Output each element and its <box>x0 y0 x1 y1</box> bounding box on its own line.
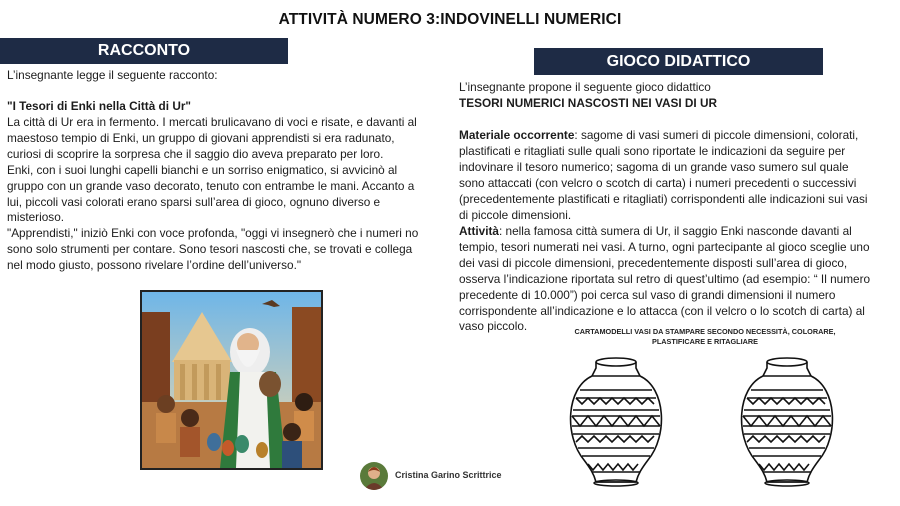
attivita-label: Attività <box>459 224 499 238</box>
attivita-line: precedente di 10.000”) poi cerca sul vaso di grandi dimensioni il numero <box>459 287 836 302</box>
materiale-text: : sagome di vasi sumeri di piccole dimensioni, colorati, <box>574 128 859 142</box>
vasi-caption <box>540 327 870 347</box>
author-avatar-icon <box>360 462 388 490</box>
gioco-intro: L’insegnante propone il seguente gioco didattico <box>459 80 711 94</box>
attivita-line: corrispondente all’indicazione e lo attacca (con il velcro o lo scotch di carta) al <box>459 303 865 318</box>
story-line: "Apprendisti," iniziò Enki con voce profonda, "oggi vi insegnerò che i numeri no <box>7 226 419 241</box>
sumerian-vase-icon <box>737 356 837 489</box>
attivita-line: tempio, tesori numerati nei vasi. A turno, ogni partecipante al gioco sceglie uno <box>459 239 870 254</box>
story-line: gruppo con un grande vaso decorato, tenuto con entrambe le mani. Accanto a <box>7 178 415 193</box>
attivita-line: osserva l’indicazione riportata sul retro di quest’ultimo (ad esempio: “ Il numero <box>459 271 871 286</box>
attivita-paragraph <box>459 224 899 335</box>
story-line: maestoso tempio di Enki, un gruppo di giovani apprendisti si era radunato, <box>7 130 395 145</box>
gioco-heading: GIOCO DIDATTICO <box>534 48 823 75</box>
story-line: sono solo strumenti per contare. Sono tesori nascosti che, se trovati e collega <box>7 242 413 257</box>
materiale-line: di piccole dimensioni. <box>459 207 572 222</box>
racconto-intro: L’insegnante legge il seguente racconto: <box>7 68 218 82</box>
story-line: Enki, con i suoi lunghi capelli bianchi e un sorriso enigmatico, si avvicinò al <box>7 162 398 177</box>
story-line: lui, piccoli vasi colorati erano sparsi sull’area di gioco, ognuno diverso e <box>7 194 381 209</box>
vasi-caption-line: CARTAMODELLI VASI DA STAMPARE SECONDO NECESSITÀ, COLORARE, <box>574 327 836 336</box>
attivita-line <box>459 224 899 240</box>
story-line: curiosi di scoprire la sorpresa che il saggio dio aveva preparato per loro. <box>7 146 384 161</box>
materiale-paragraph <box>459 128 899 223</box>
author-credit: Cristina Garino Scrittrice <box>395 470 502 480</box>
attivita-line: dei vasi di piccole dimensioni, precedentemente disposti sull’area di gioco, <box>459 255 848 270</box>
page-title: ATTIVITÀ NUMERO 3:INDOVINELLI NUMERICI <box>278 11 622 28</box>
story-line: misterioso. <box>7 210 65 225</box>
story-title: "I Tesori di Enki nella Città di Ur" <box>7 99 192 113</box>
enki-illustration <box>140 290 323 470</box>
attivita-line: vaso piccolo. <box>459 319 528 334</box>
materiale-line: indovinare il tesoro numerico; sagoma di un grande vaso sumero sul quale <box>459 159 849 174</box>
materiale-line: sono attaccati (con velcro o scotch di carta) i numeri precedenti o successivi <box>459 175 857 190</box>
vasi-caption-line: PLASTIFICARE E RITAGLIARE <box>651 337 759 346</box>
sumerian-vase-icon <box>566 356 666 489</box>
materiale-line <box>459 128 899 144</box>
story-body <box>7 115 443 274</box>
attivita-text: : nella famosa città sumera di Ur, il saggio Enki nasconde davanti al <box>498 224 852 238</box>
racconto-heading: RACCONTO <box>0 38 288 64</box>
story-line: nel modo giusto, possono rivelare l’ordine dell’universo." <box>7 258 302 273</box>
materiale-label: Materiale occorrente <box>459 128 575 142</box>
gioco-subtitle: TESORI NUMERICI NASCOSTI NEI VASI DI UR <box>459 96 718 110</box>
materiale-line: (precedentemente plastificati e ritagliati) corrispondenti alle indicazioni sui vasi <box>459 191 868 206</box>
materiale-line: plastificati e ritagliati sulle quali sono riportate le indicazioni da seguire per <box>459 143 846 158</box>
story-line: La città di Ur era in fermento. I mercati brulicavano di voci e risate, e davanti al <box>7 115 417 129</box>
